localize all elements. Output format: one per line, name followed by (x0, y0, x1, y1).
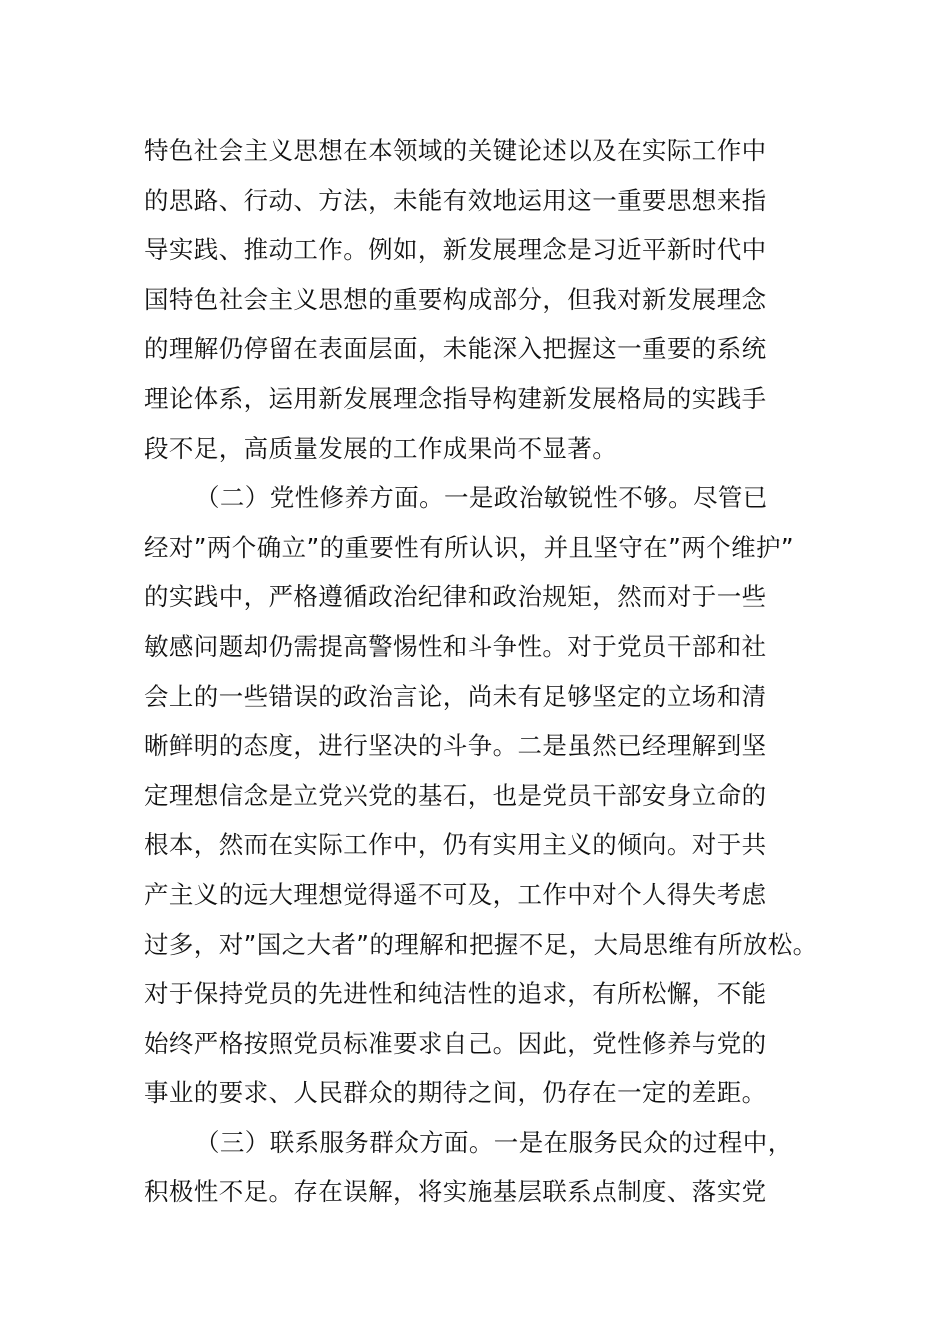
text-line: 根本，然而在实际工作中，仍有实用主义的倾向。对于共 (144, 830, 767, 860)
text-line: 段不足，高质量发展的工作成果尚不显著。 (144, 433, 618, 463)
text-line: 事业的要求、人民群众的期待之间，仍存在一定的差距。 (144, 1078, 767, 1108)
text-line: 会上的一些错误的政治言论，尚未有足够坚定的立场和清 (144, 681, 767, 711)
text-line: 导实践、推动工作。例如，新发展理念是习近平新时代中 (144, 235, 767, 265)
text-line: 晰鲜明的态度，进行坚决的斗争。二是虽然已经理解到坚 (144, 731, 767, 761)
text-line: 的思路、行动、方法，未能有效地运用这一重要思想来指 (144, 185, 767, 215)
text-line: 对于保持党员的先进性和纯洁性的追求，有所松懈，不能 (144, 979, 767, 1009)
text-line: 国特色社会主义思想的重要构成部分，但我对新发展理念 (144, 284, 767, 314)
text-line: 的实践中，严格遵循政治纪律和政治规矩，然而对于一些 (144, 582, 767, 612)
text-line: 过多，对”国之大者”的理解和把握不足，大局思维有所放松。 (144, 929, 818, 959)
text-line: 经对”两个确立”的重要性有所认识，并且坚守在”两个维护” (144, 532, 794, 562)
text-line: 特色社会主义思想在本领域的关键论述以及在实际工作中 (144, 136, 767, 165)
text-line: 始终严格按照党员标准要求自己。因此，党性修养与党的 (144, 1028, 767, 1058)
section-heading-line: （三）联系服务群众方面。一是在服务民众的过程中， (195, 1127, 793, 1157)
body-text (144, 126, 834, 1217)
text-line: 积极性不足。存在误解，将实施基层联系点制度、落实党 (144, 1177, 767, 1207)
text-line: 定理想信念是立党兴党的基石，也是党员干部安身立命的 (144, 780, 767, 810)
text-line: 敏感问题却仍需提高警惕性和斗争性。对于党员干部和社 (144, 631, 767, 661)
text-line: 的理解仍停留在表面层面，未能深入把握这一重要的系统 (144, 334, 767, 364)
text-line: 理论体系，运用新发展理念指导构建新发展格局的实践手 (144, 383, 767, 413)
section-heading-line: （二）党性修养方面。一是政治敏锐性不够。尽管已 (195, 483, 768, 513)
text-line: 产主义的远大理想觉得遥不可及，工作中对个人得失考虑 (144, 879, 767, 909)
